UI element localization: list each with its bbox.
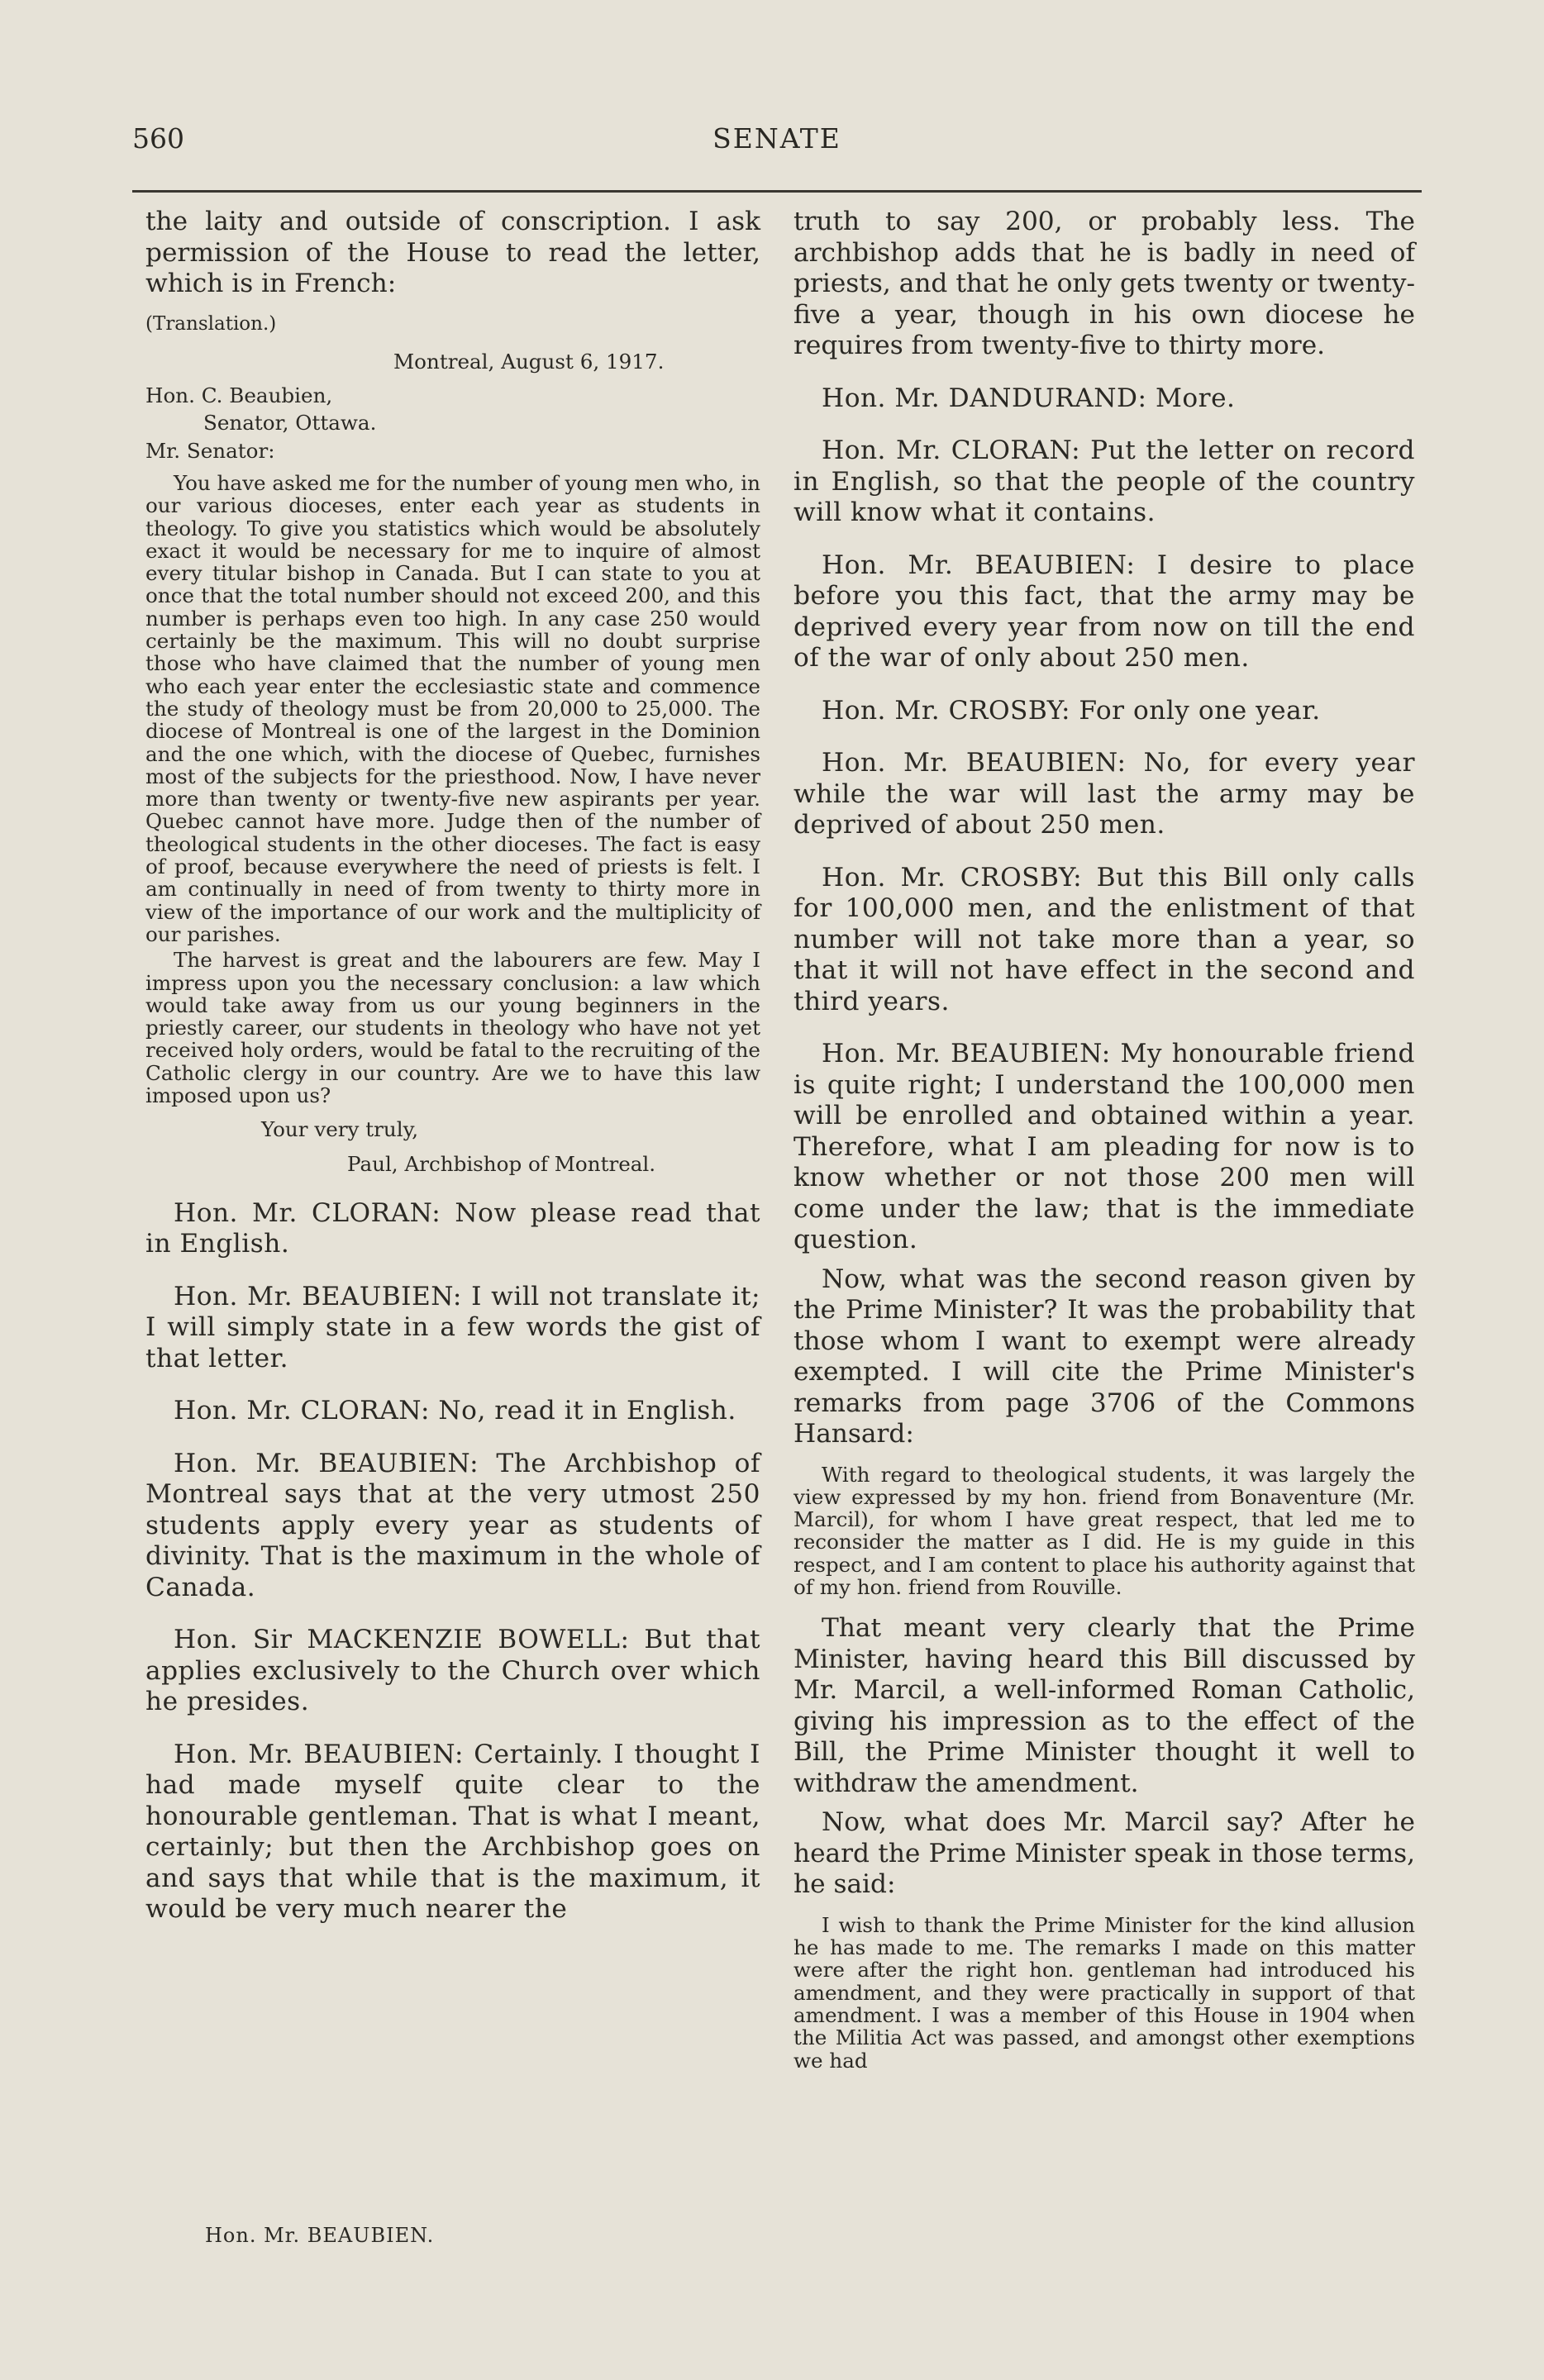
paragraph: That meant very clearly that the Prime Minister, having heard this Bill discussed by Mr. Marcil, a well-informed Roman Catholic, giving his impression as to the effect of the Bill, the Prime Minister thought it well to withdraw the amendment. [793,1613,1415,1798]
letter-salutation: Mr. Senator: [145,438,275,463]
translation-label: (Translation.) [145,312,277,335]
paragraph: Now, what was the second reason given by the Prime Minister? It was the probability that those whom I want to exempt were already exempted. I will cite the Prime Minister's remarks from page 3706 of the Commons Hansard: [793,1264,1415,1449]
letter-paragraph: You have asked me for the number of young men who, in our various dioceses, enter each year as students in theology. To give you statistics which would be absolutely exact it would be necessary for me to inquire of almost every titular bishop in Canada. But I can state to you at once that the total number should not exceed 200, and this number is perhaps even too high. In any case 250 would certainly be the maximum. This will no doubt surprise those who have claimed that the number of young men who each year enter the ecclesiastic state and commence the study of theology must be from 20,000 to 25,000. The diocese of Montreal is one of the largest in the Dominion and the one which, with the diocese of Quebec, furnishes most of the subjects for the priesthood. Now, I have never more than twenty or twenty-five new aspirants per year. Quebec cannot have more. Judge then of the number of theological students in the other dioceses. The fact is easy of proof, because everywhere the need of priests is felt. I am continually in need of from twenty to thirty more in view of the importance of our work and the multiplicity of our parishes. [145,470,761,946]
paragraph: Now, what does Mr. Marcil say? After he heard the Prime Minister speak in those terms, he said: [793,1807,1415,1900]
speech-paragraph: Hon. Mr. CLORAN: Now please read that in English. [145,1197,760,1259]
speech-paragraph: Hon. Mr. BEAUBIEN: The Archbishop of Montreal says that at the very utmost 250 students apply every year as students of divinity. That is the maximum in the whole of Canada. [145,1448,760,1602]
speech-paragraph: Hon. Mr. CROSBY: For only one year. [822,695,1321,726]
letter-address: Senator, Ottawa. [203,411,377,436]
speech-paragraph: Hon. Mr. BEAUBIEN: Certainly. I thought I had made myself quite clear to the honourable gentleman. That is what I meant, certainly; but then the Archbishop goes on and says that while that is the maximum, it would be very much nearer the [145,1739,760,1925]
letter-paragraph: The harvest is great and the labourers are few. May I impress upon you the necessary conclusion: a law which would take away from us our young beginners in the priestly career, our students in theology who have not yet received holy orders, would be fatal to the recruiting of the Catholic clergy in our country. Are we to have this law imposed upon us? [145,948,760,1107]
page-header [132,122,1422,172]
page-number: 560 [132,122,184,155]
footer-speaker: Hon. Mr. BEAUBIEN. [205,2224,435,2247]
speech-paragraph: Hon. Sir MACKENZIE BOWELL: But that applies exclusively to the Church over which he presides. [145,1625,760,1717]
speech-paragraph: Hon. Mr. CLORAN: Put the letter on record in English, so that the people of the country will know what it contains. [793,436,1415,527]
running-head: SENATE [712,122,841,155]
header-rule [132,190,1422,193]
speech-paragraph: Hon. Mr. BEAUBIEN: I will not translate it; I will simply state in a few words the gist of that letter. [145,1281,760,1373]
left-column [145,207,760,1925]
right-column [793,207,1415,2072]
quoted-passage: I wish to thank the Prime Minister for the kind allusion he has made to me. The remarks I made on this matter were after the right hon. gentleman had introduced his amendment, and they were practically in support of that amendment. I was a member of this House in 1904 when the Militia Act was passed, and amongst other exemptions we had [793,1912,1415,2073]
letter-signature: Paul, Archbishop of Montreal. [347,1151,656,1176]
paragraph: the laity and outside of conscription. I ask permission of the House to read the letter, which is in French: [145,207,760,298]
letter-closing: Your very truly, [261,1117,419,1142]
speech-paragraph: Hon. Mr. BEAUBIEN: I desire to place before you this fact, that the army may be deprived every year from now on till the end of the war of only about 250 men. [793,550,1415,673]
speech-paragraph: Hon. Mr. BEAUBIEN: My honourable friend is quite right; I understand the 100,000 men will be enrolled and obtained within a year. Therefore, what I am pleading for now is to know whether or not those 200 men will come under the law; that is the immediate question. [793,1039,1415,1254]
speech-paragraph: Hon. Mr. DANDURAND: More. [822,383,1236,413]
quoted-passage: With regard to theological students, it was largely the view expressed by my hon. friend from Bonaventure (Mr. Marcil), for whom I have great respect, that led me to reconsider the matter as I did. He is my guide in this respect, and I am content to place his authority against that of my hon. friend from Rouville. [793,1462,1415,1599]
speech-paragraph: Hon. Mr. CLORAN: No, read it in English. [174,1396,736,1426]
letter-date: Montreal, August 6, 1917. [393,349,665,374]
paragraph: truth to say 200, or probably less. The archbishop adds that he is badly in need of priests, and that he only gets twenty or twenty-five a year, though in his own diocese he requires from twenty-five to thirty more. [793,207,1415,360]
speech-paragraph: Hon. Mr. BEAUBIEN: No, for every year while the war will last the army may be deprived of about 250 men. [793,748,1415,840]
letter-addressee: Hon. C. Beaubien, [145,383,333,408]
speech-paragraph: Hon. Mr. CROSBY: But this Bill only calls for 100,000 men, and the enlistment of that number will not take more than a year, so that it will not have effect in the second and third years. [793,862,1415,1016]
